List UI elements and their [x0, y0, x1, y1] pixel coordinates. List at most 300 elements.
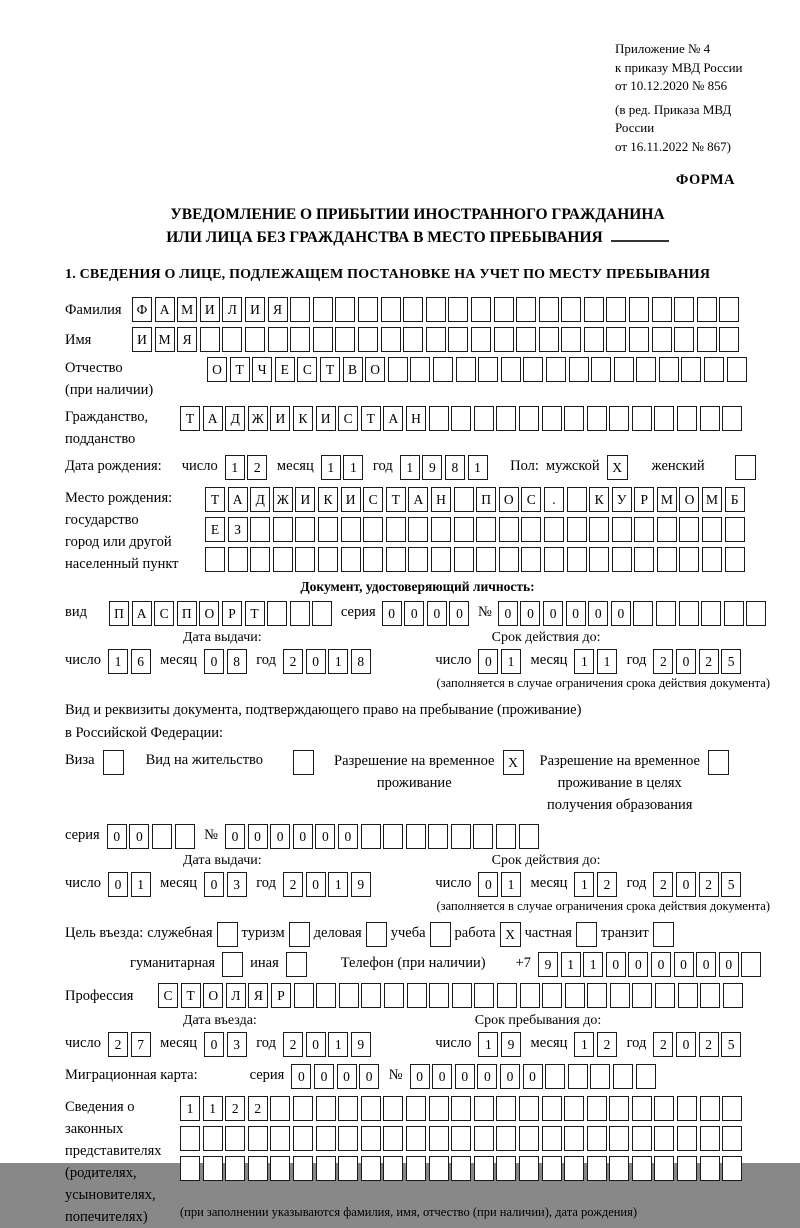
char-cell[interactable] [388, 357, 408, 382]
char-cell[interactable] [724, 601, 744, 626]
temp-residence-checkbox[interactable]: X [503, 750, 524, 775]
char-cell[interactable] [677, 406, 697, 431]
char-cell[interactable] [741, 952, 761, 977]
char-cell[interactable] [700, 406, 720, 431]
char-cell[interactable]: 0 [108, 872, 128, 897]
char-cell[interactable]: А [155, 297, 175, 322]
char-cell[interactable] [478, 357, 498, 382]
char-cell[interactable] [383, 1126, 403, 1151]
char-cell[interactable] [454, 547, 474, 572]
char-cell[interactable]: Н [431, 487, 451, 512]
char-cell[interactable] [587, 1096, 607, 1121]
char-cell[interactable] [719, 297, 739, 322]
char-cell[interactable] [700, 983, 720, 1008]
char-cell[interactable]: 0 [129, 824, 149, 849]
char-cell[interactable] [313, 297, 333, 322]
char-cell[interactable]: Ф [132, 297, 152, 322]
char-cell[interactable] [544, 517, 564, 542]
char-cell[interactable]: 0 [427, 601, 447, 626]
char-cell[interactable] [406, 1126, 426, 1151]
purpose-other-checkbox[interactable] [286, 952, 307, 977]
char-cell[interactable]: 2 [597, 872, 617, 897]
purpose-tourism-checkbox[interactable] [289, 922, 310, 947]
char-cell[interactable]: Я [248, 983, 268, 1008]
char-cell[interactable]: 5 [721, 872, 741, 897]
char-cell[interactable]: 0 [338, 824, 358, 849]
char-cell[interactable] [203, 1126, 223, 1151]
char-cell[interactable] [652, 327, 672, 352]
char-cell[interactable] [273, 517, 293, 542]
char-cell[interactable]: 9 [351, 1032, 371, 1057]
char-cell[interactable] [654, 1096, 674, 1121]
char-cell[interactable] [609, 1126, 629, 1151]
char-cell[interactable]: 0 [477, 1064, 497, 1089]
char-cell[interactable] [523, 357, 543, 382]
char-cell[interactable] [200, 327, 220, 352]
char-cell[interactable] [677, 1156, 697, 1181]
char-cell[interactable]: О [203, 983, 223, 1008]
char-cell[interactable] [431, 517, 451, 542]
char-cell[interactable] [316, 1156, 336, 1181]
char-cell[interactable]: 9 [351, 872, 371, 897]
purpose-business-checkbox[interactable] [366, 922, 387, 947]
char-cell[interactable]: О [199, 601, 219, 626]
purpose-work-checkbox[interactable]: X [500, 922, 521, 947]
char-cell[interactable]: 2 [699, 649, 719, 674]
char-cell[interactable]: 2 [653, 649, 673, 674]
char-cell[interactable] [267, 601, 287, 626]
char-cell[interactable]: 8 [351, 649, 371, 674]
char-cell[interactable] [544, 547, 564, 572]
char-cell[interactable]: 2 [597, 1032, 617, 1057]
char-cell[interactable] [678, 983, 698, 1008]
char-cell[interactable]: 3 [227, 872, 247, 897]
char-cell[interactable] [476, 547, 496, 572]
residence-permit-checkbox[interactable] [293, 750, 314, 775]
char-cell[interactable] [476, 517, 496, 542]
char-cell[interactable]: 1 [597, 649, 617, 674]
char-cell[interactable]: 1 [583, 952, 603, 977]
char-cell[interactable] [722, 1096, 742, 1121]
char-cell[interactable]: К [318, 487, 338, 512]
char-cell[interactable] [700, 1156, 720, 1181]
char-cell[interactable]: Р [222, 601, 242, 626]
char-cell[interactable] [569, 357, 589, 382]
char-cell[interactable]: В [343, 357, 363, 382]
char-cell[interactable] [545, 1064, 565, 1089]
char-cell[interactable]: П [109, 601, 129, 626]
char-cell[interactable] [587, 1126, 607, 1151]
char-cell[interactable]: Д [225, 406, 245, 431]
char-cell[interactable] [433, 357, 453, 382]
char-cell[interactable]: Я [177, 327, 197, 352]
char-cell[interactable]: 0 [410, 1064, 430, 1089]
char-cell[interactable] [677, 1096, 697, 1121]
char-cell[interactable]: 8 [445, 455, 465, 480]
char-cell[interactable]: З [228, 517, 248, 542]
char-cell[interactable]: 2 [283, 872, 303, 897]
char-cell[interactable] [451, 406, 471, 431]
char-cell[interactable]: 8 [227, 649, 247, 674]
char-cell[interactable] [290, 297, 310, 322]
char-cell[interactable]: 0 [306, 1032, 326, 1057]
char-cell[interactable]: П [177, 601, 197, 626]
char-cell[interactable] [677, 1126, 697, 1151]
char-cell[interactable] [567, 517, 587, 542]
char-cell[interactable]: И [295, 487, 315, 512]
char-cell[interactable] [335, 297, 355, 322]
char-cell[interactable]: С [338, 406, 358, 431]
char-cell[interactable] [702, 517, 722, 542]
char-cell[interactable]: М [177, 297, 197, 322]
char-cell[interactable] [341, 517, 361, 542]
char-cell[interactable]: Т [245, 601, 265, 626]
char-cell[interactable] [654, 406, 674, 431]
char-cell[interactable]: 0 [523, 1064, 543, 1089]
char-cell[interactable]: 0 [455, 1064, 475, 1089]
char-cell[interactable] [248, 1156, 268, 1181]
char-cell[interactable] [454, 487, 474, 512]
char-cell[interactable]: 0 [520, 601, 540, 626]
char-cell[interactable] [363, 547, 383, 572]
char-cell[interactable] [313, 327, 333, 352]
char-cell[interactable] [456, 357, 476, 382]
char-cell[interactable]: 1 [225, 455, 245, 480]
char-cell[interactable] [293, 1126, 313, 1151]
char-cell[interactable] [501, 357, 521, 382]
char-cell[interactable]: 9 [422, 455, 442, 480]
char-cell[interactable] [496, 824, 516, 849]
char-cell[interactable] [565, 983, 585, 1008]
char-cell[interactable]: 0 [315, 824, 335, 849]
char-cell[interactable]: Т [180, 406, 200, 431]
char-cell[interactable]: 0 [566, 601, 586, 626]
char-cell[interactable] [564, 1096, 584, 1121]
char-cell[interactable] [338, 1156, 358, 1181]
char-cell[interactable]: И [341, 487, 361, 512]
char-cell[interactable] [606, 327, 626, 352]
char-cell[interactable] [542, 1096, 562, 1121]
char-cell[interactable] [636, 1064, 656, 1089]
char-cell[interactable] [632, 1096, 652, 1121]
char-cell[interactable]: 0 [432, 1064, 452, 1089]
char-cell[interactable]: Ж [273, 487, 293, 512]
char-cell[interactable]: 0 [291, 1064, 311, 1089]
char-cell[interactable] [474, 406, 494, 431]
char-cell[interactable] [719, 327, 739, 352]
char-cell[interactable] [335, 327, 355, 352]
char-cell[interactable]: . [544, 487, 564, 512]
char-cell[interactable] [295, 517, 315, 542]
char-cell[interactable]: 2 [283, 1032, 303, 1057]
char-cell[interactable] [657, 517, 677, 542]
char-cell[interactable] [175, 824, 195, 849]
char-cell[interactable] [567, 547, 587, 572]
temp-residence-edu-checkbox[interactable] [708, 750, 729, 775]
char-cell[interactable] [358, 327, 378, 352]
char-cell[interactable] [546, 357, 566, 382]
char-cell[interactable]: О [499, 487, 519, 512]
char-cell[interactable]: 2 [699, 872, 719, 897]
char-cell[interactable] [634, 547, 654, 572]
char-cell[interactable]: Т [386, 487, 406, 512]
char-cell[interactable] [270, 1126, 290, 1151]
char-cell[interactable] [499, 547, 519, 572]
char-cell[interactable] [542, 983, 562, 1008]
char-cell[interactable] [203, 1156, 223, 1181]
char-cell[interactable]: 3 [227, 1032, 247, 1057]
char-cell[interactable] [474, 1096, 494, 1121]
char-cell[interactable]: 1 [203, 1096, 223, 1121]
char-cell[interactable]: 1 [328, 1032, 348, 1057]
char-cell[interactable]: 1 [501, 872, 521, 897]
char-cell[interactable] [316, 1096, 336, 1121]
char-cell[interactable] [471, 327, 491, 352]
char-cell[interactable] [519, 1126, 539, 1151]
char-cell[interactable] [496, 1096, 516, 1121]
char-cell[interactable] [727, 357, 747, 382]
purpose-humanitarian-checkbox[interactable] [222, 952, 243, 977]
char-cell[interactable] [746, 601, 766, 626]
char-cell[interactable] [407, 983, 427, 1008]
char-cell[interactable]: 0 [498, 601, 518, 626]
char-cell[interactable] [587, 1156, 607, 1181]
char-cell[interactable]: 9 [501, 1032, 521, 1057]
char-cell[interactable]: А [203, 406, 223, 431]
char-cell[interactable] [406, 1156, 426, 1181]
char-cell[interactable] [629, 327, 649, 352]
char-cell[interactable]: 0 [314, 1064, 334, 1089]
char-cell[interactable] [567, 487, 587, 512]
char-cell[interactable]: 0 [225, 824, 245, 849]
char-cell[interactable] [474, 983, 494, 1008]
char-cell[interactable] [361, 824, 381, 849]
purpose-study-checkbox[interactable] [430, 922, 451, 947]
char-cell[interactable] [634, 517, 654, 542]
char-cell[interactable]: 1 [468, 455, 488, 480]
char-cell[interactable]: А [408, 487, 428, 512]
char-cell[interactable] [519, 824, 539, 849]
char-cell[interactable]: Т [205, 487, 225, 512]
char-cell[interactable]: Б [725, 487, 745, 512]
char-cell[interactable]: О [207, 357, 227, 382]
char-cell[interactable] [408, 517, 428, 542]
char-cell[interactable]: И [200, 297, 220, 322]
char-cell[interactable]: 0 [611, 601, 631, 626]
char-cell[interactable]: 0 [270, 824, 290, 849]
char-cell[interactable]: Е [205, 517, 225, 542]
char-cell[interactable] [656, 601, 676, 626]
char-cell[interactable] [609, 406, 629, 431]
char-cell[interactable] [561, 327, 581, 352]
char-cell[interactable] [632, 983, 652, 1008]
char-cell[interactable]: 0 [306, 649, 326, 674]
char-cell[interactable]: 9 [538, 952, 558, 977]
char-cell[interactable] [542, 406, 562, 431]
char-cell[interactable]: 0 [628, 952, 648, 977]
char-cell[interactable] [225, 1126, 245, 1151]
char-cell[interactable]: 1 [131, 872, 151, 897]
char-cell[interactable]: Р [634, 487, 654, 512]
char-cell[interactable] [268, 327, 288, 352]
char-cell[interactable]: 1 [561, 952, 581, 977]
char-cell[interactable] [294, 983, 314, 1008]
char-cell[interactable] [339, 983, 359, 1008]
char-cell[interactable]: 0 [204, 1032, 224, 1057]
char-cell[interactable]: М [702, 487, 722, 512]
char-cell[interactable] [589, 547, 609, 572]
char-cell[interactable]: 0 [204, 872, 224, 897]
char-cell[interactable]: 0 [204, 649, 224, 674]
char-cell[interactable]: 1 [574, 649, 594, 674]
char-cell[interactable] [659, 357, 679, 382]
char-cell[interactable] [723, 983, 743, 1008]
char-cell[interactable]: 6 [131, 649, 151, 674]
char-cell[interactable]: 2 [108, 1032, 128, 1057]
char-cell[interactable]: П [476, 487, 496, 512]
char-cell[interactable] [383, 824, 403, 849]
char-cell[interactable]: 0 [676, 649, 696, 674]
char-cell[interactable] [590, 1064, 610, 1089]
char-cell[interactable] [654, 1126, 674, 1151]
char-cell[interactable] [539, 327, 559, 352]
char-cell[interactable] [273, 547, 293, 572]
char-cell[interactable] [205, 547, 225, 572]
char-cell[interactable] [587, 406, 607, 431]
char-cell[interactable]: А [383, 406, 403, 431]
char-cell[interactable] [180, 1126, 200, 1151]
char-cell[interactable]: О [679, 487, 699, 512]
char-cell[interactable]: С [154, 601, 174, 626]
char-cell[interactable] [403, 327, 423, 352]
char-cell[interactable] [341, 547, 361, 572]
char-cell[interactable]: 0 [500, 1064, 520, 1089]
char-cell[interactable] [521, 547, 541, 572]
char-cell[interactable] [410, 357, 430, 382]
char-cell[interactable]: И [132, 327, 152, 352]
char-cell[interactable]: 2 [247, 455, 267, 480]
char-cell[interactable]: 1 [478, 1032, 498, 1057]
char-cell[interactable]: 0 [359, 1064, 379, 1089]
char-cell[interactable] [312, 601, 332, 626]
char-cell[interactable] [589, 517, 609, 542]
char-cell[interactable] [499, 517, 519, 542]
char-cell[interactable] [386, 547, 406, 572]
char-cell[interactable] [383, 1156, 403, 1181]
char-cell[interactable] [361, 1096, 381, 1121]
char-cell[interactable] [245, 327, 265, 352]
char-cell[interactable] [381, 327, 401, 352]
char-cell[interactable]: 1 [501, 649, 521, 674]
char-cell[interactable]: А [132, 601, 152, 626]
char-cell[interactable] [722, 1126, 742, 1151]
char-cell[interactable] [542, 1126, 562, 1151]
char-cell[interactable]: 2 [248, 1096, 268, 1121]
visa-checkbox[interactable] [103, 750, 124, 775]
char-cell[interactable] [516, 327, 536, 352]
char-cell[interactable]: Р [271, 983, 291, 1008]
char-cell[interactable] [428, 824, 448, 849]
char-cell[interactable]: 0 [306, 872, 326, 897]
char-cell[interactable] [542, 1156, 562, 1181]
char-cell[interactable] [496, 1156, 516, 1181]
char-cell[interactable]: 5 [721, 649, 741, 674]
char-cell[interactable] [180, 1156, 200, 1181]
char-cell[interactable] [674, 327, 694, 352]
char-cell[interactable]: А [228, 487, 248, 512]
char-cell[interactable]: Т [230, 357, 250, 382]
char-cell[interactable] [451, 1096, 471, 1121]
char-cell[interactable] [609, 1156, 629, 1181]
char-cell[interactable] [429, 983, 449, 1008]
char-cell[interactable]: 0 [676, 1032, 696, 1057]
char-cell[interactable] [451, 824, 471, 849]
sex-male-checkbox[interactable]: X [607, 455, 628, 480]
char-cell[interactable] [584, 297, 604, 322]
char-cell[interactable]: 1 [343, 455, 363, 480]
char-cell[interactable]: 2 [283, 649, 303, 674]
char-cell[interactable]: Ж [248, 406, 268, 431]
char-cell[interactable] [561, 297, 581, 322]
char-cell[interactable] [429, 406, 449, 431]
char-cell[interactable] [697, 297, 717, 322]
char-cell[interactable] [587, 983, 607, 1008]
char-cell[interactable] [408, 547, 428, 572]
char-cell[interactable] [610, 983, 630, 1008]
char-cell[interactable] [629, 297, 649, 322]
char-cell[interactable]: 0 [293, 824, 313, 849]
char-cell[interactable]: 2 [225, 1096, 245, 1121]
purpose-transit-checkbox[interactable] [653, 922, 674, 947]
char-cell[interactable] [381, 297, 401, 322]
char-cell[interactable] [228, 547, 248, 572]
char-cell[interactable] [725, 517, 745, 542]
char-cell[interactable] [361, 983, 381, 1008]
char-cell[interactable] [429, 1156, 449, 1181]
char-cell[interactable] [338, 1126, 358, 1151]
char-cell[interactable] [636, 357, 656, 382]
char-cell[interactable] [516, 297, 536, 322]
char-cell[interactable] [295, 547, 315, 572]
char-cell[interactable] [519, 406, 539, 431]
char-cell[interactable]: 0 [382, 601, 402, 626]
char-cell[interactable] [454, 517, 474, 542]
char-cell[interactable] [316, 1126, 336, 1151]
char-cell[interactable] [448, 327, 468, 352]
char-cell[interactable]: И [316, 406, 336, 431]
char-cell[interactable] [452, 983, 472, 1008]
char-cell[interactable] [494, 297, 514, 322]
char-cell[interactable] [474, 1156, 494, 1181]
char-cell[interactable]: И [270, 406, 290, 431]
char-cell[interactable]: 1 [328, 649, 348, 674]
char-cell[interactable] [701, 601, 721, 626]
char-cell[interactable] [568, 1064, 588, 1089]
char-cell[interactable]: 2 [653, 1032, 673, 1057]
char-cell[interactable] [386, 517, 406, 542]
char-cell[interactable]: М [155, 327, 175, 352]
char-cell[interactable] [406, 1096, 426, 1121]
char-cell[interactable] [702, 547, 722, 572]
char-cell[interactable]: 1 [180, 1096, 200, 1121]
sex-female-checkbox[interactable] [735, 455, 756, 480]
char-cell[interactable] [633, 601, 653, 626]
char-cell[interactable] [612, 547, 632, 572]
char-cell[interactable]: Я [268, 297, 288, 322]
char-cell[interactable] [496, 1126, 516, 1151]
char-cell[interactable] [293, 1096, 313, 1121]
char-cell[interactable] [700, 1126, 720, 1151]
